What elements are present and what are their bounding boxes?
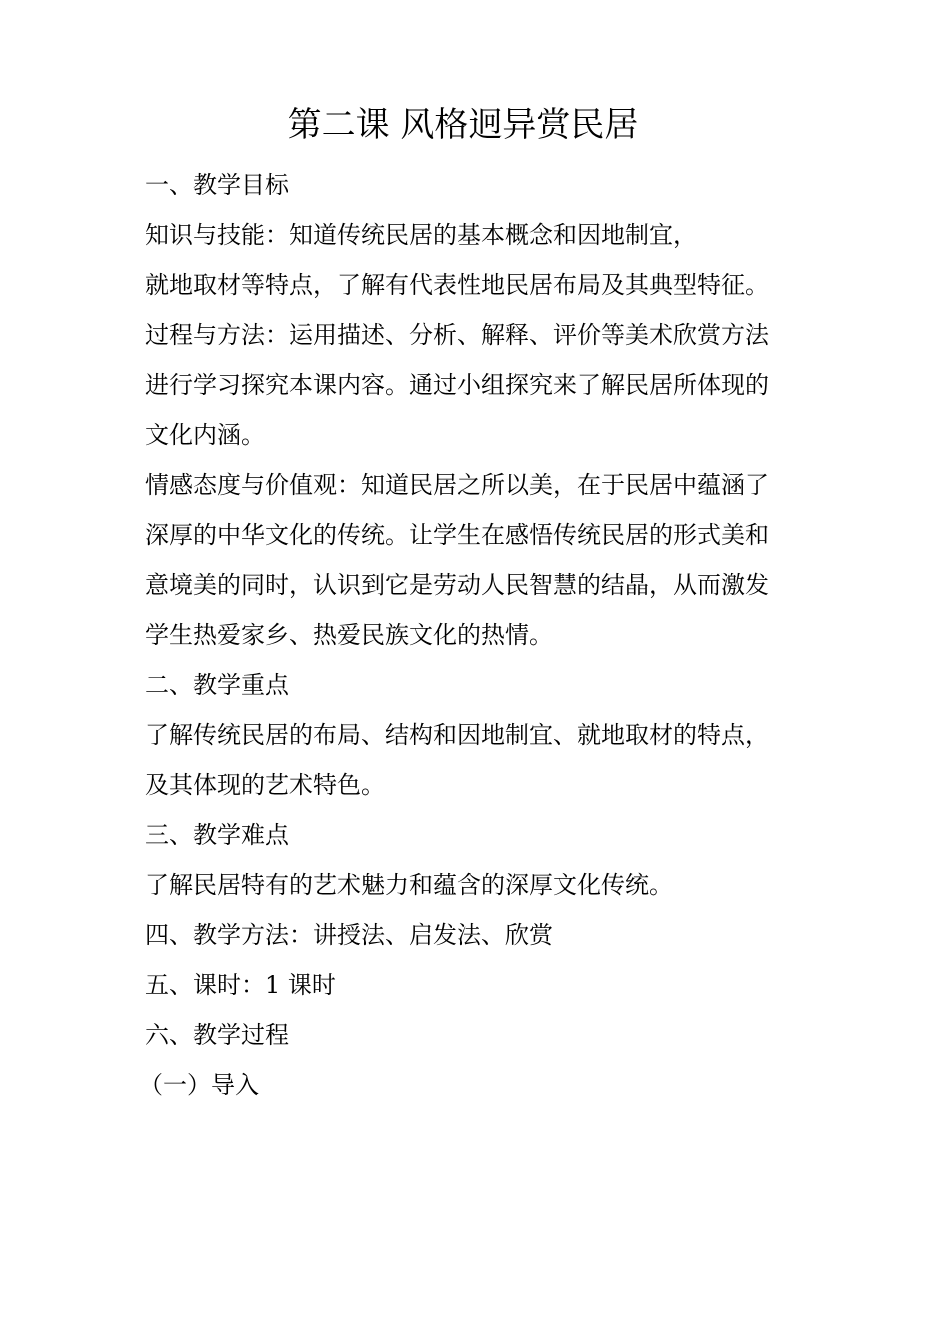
section-heading-methods: 四、教学方法：讲授法、启发法、欣赏 — [145, 921, 553, 949]
subsection-heading-intro: （一）导入 — [139, 1071, 259, 1099]
paragraph-line: 进行学习探究本课内容。通过小组探究来了解民居所体现的 — [145, 371, 769, 399]
paragraph-line: 了解传统民居的布局、结构和因地制宜、就地取材的特点， — [145, 721, 769, 749]
paragraph-line: 学生热爱家乡、热爱民族文化的热情。 — [145, 621, 553, 649]
paragraph-line: 深厚的中华文化的传统。让学生在感悟传统民居的形式美和 — [145, 521, 769, 549]
paragraph-line: 情感态度与价值观：知道民居之所以美，在于民居中蕴涵了 — [145, 471, 769, 499]
paragraph-line: 文化内涵。 — [145, 421, 265, 449]
paragraph-line: 及其体现的艺术特色。 — [145, 771, 385, 799]
paragraph-line: 知识与技能：知道传统民居的基本概念和因地制宜， — [145, 221, 697, 249]
section-heading-process: 六、教学过程 — [145, 1021, 289, 1049]
section-heading-key-points: 二、教学重点 — [145, 671, 289, 699]
section-heading-class-hours: 五、课时：1 课时 — [145, 971, 336, 999]
document-body — [139, 160, 825, 1110]
paragraph-line: 了解民居特有的艺术魅力和蕴含的深厚文化传统。 — [145, 871, 673, 899]
paragraph-line: 过程与方法：运用描述、分析、解释、评价等美术欣赏方法 — [145, 321, 769, 349]
paragraph-line: 意境美的同时，认识到它是劳动人民智慧的结晶，从而激发 — [145, 571, 769, 599]
paragraph-line: 就地取材等特点，了解有代表性地民居布局及其典型特征。 — [145, 271, 769, 299]
lesson-title: 第二课 风格迥异赏民居 — [287, 105, 639, 145]
section-heading-objectives: 一、教学目标 — [145, 171, 289, 199]
section-heading-difficulties: 三、教学难点 — [145, 821, 289, 849]
